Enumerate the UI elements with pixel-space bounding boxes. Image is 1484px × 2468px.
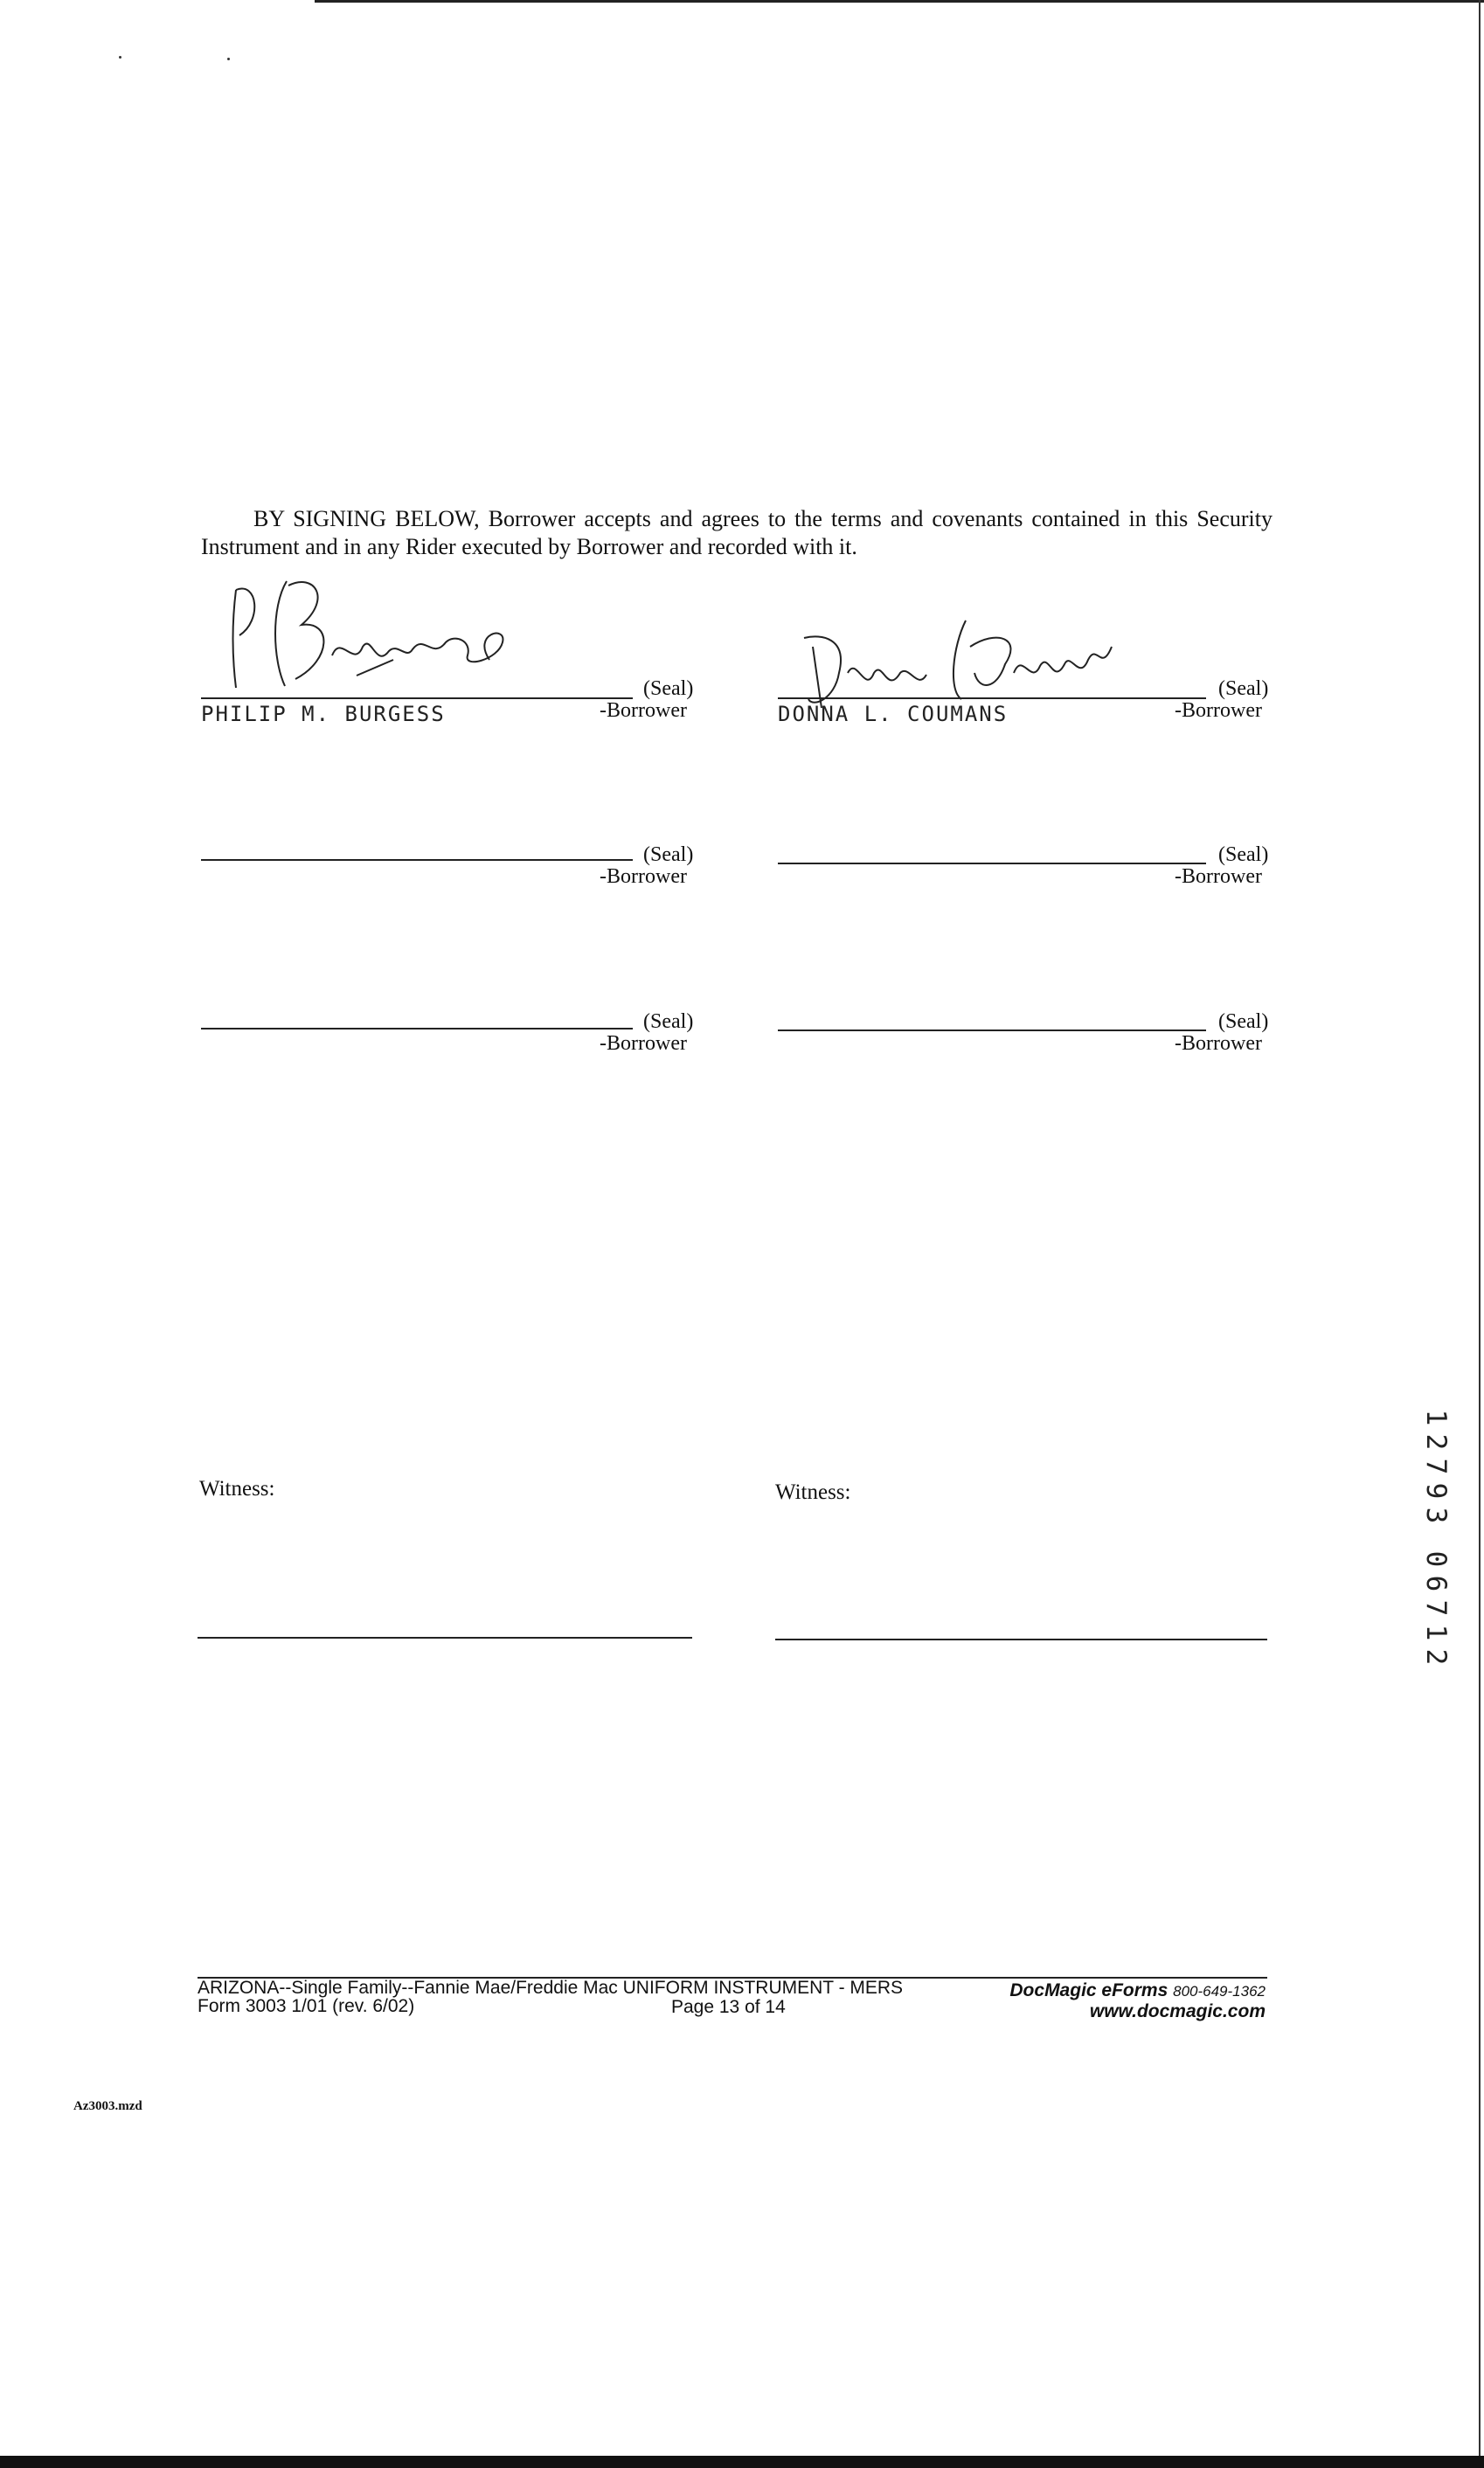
- witness-label-left: Witness:: [199, 1477, 275, 1501]
- seal-label: (Seal): [1218, 1010, 1269, 1033]
- borrower-label: -Borrower: [1175, 1032, 1262, 1055]
- footer-form-info: [198, 1979, 903, 2015]
- right-scan-edge: [1479, 0, 1481, 2456]
- borrower-label: -Borrower: [1175, 865, 1262, 888]
- seal-label: (Seal): [1218, 677, 1269, 700]
- signature-line-6: [778, 1029, 1206, 1031]
- borrower-name-2: DONNA L. COUMANS: [778, 702, 1009, 726]
- stamp-digit: 1: [1420, 1409, 1452, 1426]
- witness-line-right: [775, 1639, 1267, 1640]
- stamp-digit: 9: [1420, 1482, 1452, 1500]
- borrower-name-1: PHILIP M. BURGESS: [201, 702, 446, 726]
- borrower-label: -Borrower: [1175, 699, 1262, 722]
- signature-line-5: [201, 1028, 633, 1029]
- seal-label: (Seal): [643, 677, 694, 700]
- witness-line-left: [198, 1637, 692, 1639]
- signature-line-1: [201, 697, 633, 699]
- stamp-digit: 0: [1420, 1550, 1452, 1568]
- seal-label: (Seal): [643, 1010, 694, 1033]
- scan-speck: [119, 56, 121, 59]
- borrower-label: -Borrower: [600, 699, 687, 722]
- docmagic-website: www.docmagic.com: [1089, 2001, 1266, 2021]
- docmagic-phone: 800-649-1362: [1173, 1983, 1266, 2000]
- borrower-label: -Borrower: [600, 1032, 687, 1055]
- stamp-digit: 3: [1420, 1507, 1452, 1524]
- docmagic-branding: [995, 1980, 1266, 2021]
- signing-statement: BY SIGNING BELOW, Borrower accepts and agrees to the terms and covenants contained in this Security Instrument and in any Rider executed by Borrower and recorded with it.: [201, 506, 1272, 559]
- borrower-label: -Borrower: [600, 865, 687, 888]
- signature-line-2: [778, 697, 1206, 699]
- stamp-digit: 6: [1420, 1575, 1452, 1592]
- seal-label: (Seal): [643, 843, 694, 866]
- philip-burgess-signature: [210, 572, 524, 704]
- recording-number-stamp: [1420, 1405, 1452, 1669]
- bottom-scan-edge: [0, 2456, 1484, 2468]
- stamp-digit: 2: [1420, 1433, 1452, 1451]
- stamp-digit: 2: [1420, 1648, 1452, 1666]
- scan-speck: [227, 58, 230, 60]
- top-scan-edge: [315, 0, 1484, 3]
- signature-line-4: [778, 863, 1206, 864]
- signature-line-3: [201, 859, 633, 861]
- footer-form-number: Form 3003 1/01 (rev. 6/02): [198, 1996, 415, 2016]
- stamp-digit: 7: [1420, 1458, 1452, 1475]
- stamp-digit: 1: [1420, 1624, 1452, 1641]
- file-code: Az3003.mzd: [73, 2099, 142, 2113]
- footer-form-title: ARIZONA--Single Family--Fannie Mae/Freddie Mac UNIFORM INSTRUMENT - MERS: [198, 1978, 904, 1998]
- page-number: Page 13 of 14: [671, 1997, 786, 2017]
- docmagic-logo: DocMagic eForms: [1009, 1980, 1168, 2000]
- stamp-digit: 7: [1420, 1599, 1452, 1617]
- seal-label: (Seal): [1218, 843, 1269, 866]
- witness-label-right: Witness:: [775, 1480, 851, 1504]
- donna-coumans-signature: [787, 612, 1136, 717]
